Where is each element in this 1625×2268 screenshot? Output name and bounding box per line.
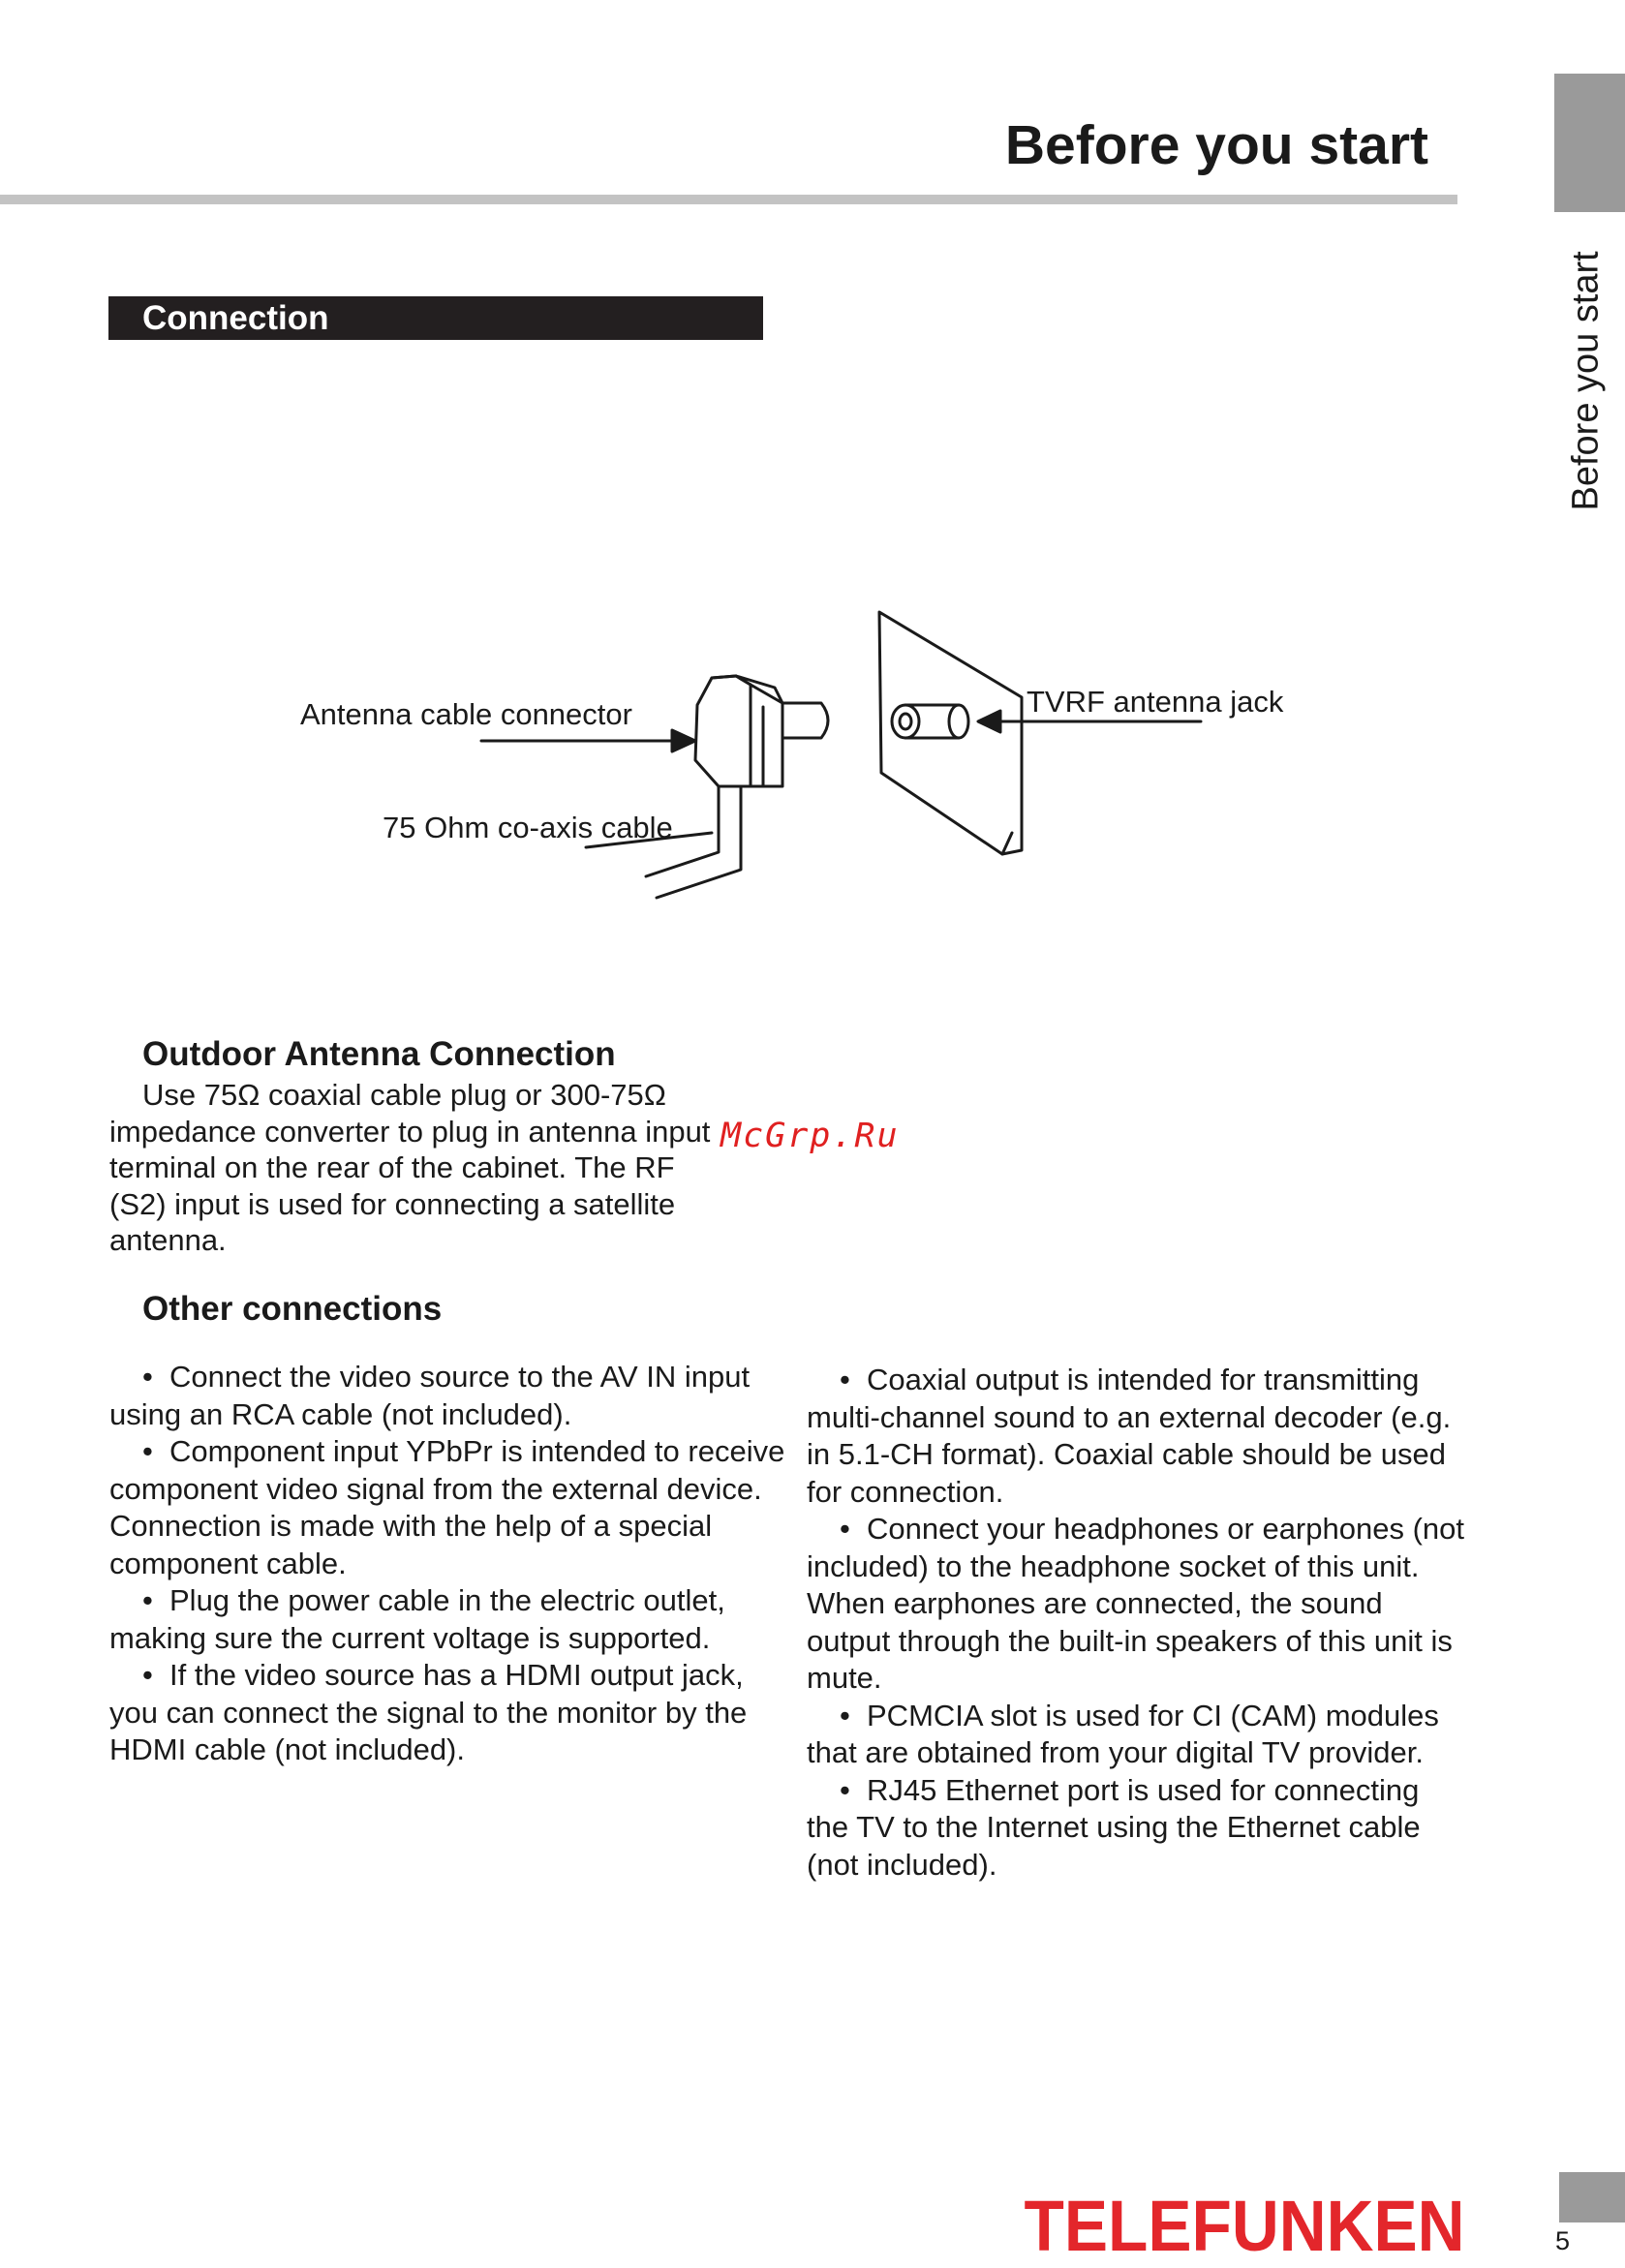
list-item: • Component input YPbPr is intended to receive component video signal from the external device. Connection is made with the help of a special component cable.	[109, 1434, 785, 1580]
side-tab-marker	[1554, 74, 1625, 212]
list-item: • Connect your headphones or earphones (not included) to the headphone socket of this unit. When earphones are connected, the sound output through the built-in speakers of this unit is mute.	[807, 1512, 1464, 1695]
antenna-connection-diagram	[271, 591, 1317, 901]
bullet-icon: •	[142, 1658, 153, 1692]
label-coax-cable: 75 Ohm co-axis cable	[383, 811, 673, 844]
side-tab-marker-bottom	[1559, 2172, 1625, 2222]
bullet-icon: •	[142, 1360, 153, 1394]
label-antenna-jack: TVRF antenna jack	[1027, 685, 1284, 719]
bullet-icon: •	[840, 1772, 850, 1807]
section-title: Connection	[142, 299, 329, 337]
connector-pin	[782, 703, 828, 738]
side-tab-label: Before you start	[1565, 251, 1607, 511]
other-connections-left-column	[109, 1359, 787, 1769]
telefunken-logo	[1022, 2191, 1467, 2260]
watermark: McGrp.Ru	[721, 1117, 900, 1155]
list-item: • Connect the video source to the AV IN input using an RCA cable (not included).	[109, 1360, 751, 1431]
list-item: • PCMCIA slot is used for CI (CAM) modules that are obtained from your digital TV provider.	[807, 1698, 1439, 1769]
page-number: 5	[1555, 2226, 1571, 2255]
list-item: • Coaxial output is intended for transmitting multi-channel sound to an external decoder (e.g. in 5.1-CH format). Coaxial cable should be used for connection.	[807, 1363, 1452, 1509]
outdoor-antenna-text: Use 75Ω coaxial cable plug or 300-75Ω impedance converter to plug in antenna input terminal on the rear of the cabinet. The RF (S2) input is used for connecting a satellite antenna.	[109, 1078, 711, 1257]
header-rule	[0, 195, 1457, 204]
page-title: Before you start	[1004, 114, 1428, 176]
bullet-icon: •	[840, 1363, 850, 1396]
brand-wordmark: TELEFUNKEN	[1024, 2191, 1465, 2260]
connector-side	[736, 676, 782, 786]
list-item: • If the video source has a HDMI output jack, you can connect the signal to the monitor by the HDMI cable (not included).	[109, 1658, 748, 1766]
bullet-icon: •	[142, 1583, 153, 1617]
other-connections-heading: Other connections	[142, 1290, 443, 1328]
list-item: • Plug the power cable in the electric outlet, making sure the current voltage is supported.	[109, 1583, 725, 1655]
connector-body	[695, 676, 751, 786]
label-antenna-connector: Antenna cable connector	[300, 697, 632, 731]
bullet-icon: •	[840, 1512, 850, 1546]
other-connections-right-column	[807, 1362, 1465, 1884]
bullet-icon: •	[142, 1434, 153, 1468]
outdoor-antenna-heading: Outdoor Antenna Connection	[142, 1035, 616, 1073]
jack-socket-face	[892, 705, 919, 738]
bullet-icon: •	[840, 1698, 850, 1732]
list-item: • RJ45 Ethernet port is used for connecting the TV to the Internet using the Ethernet cable (not included).	[807, 1772, 1421, 1882]
